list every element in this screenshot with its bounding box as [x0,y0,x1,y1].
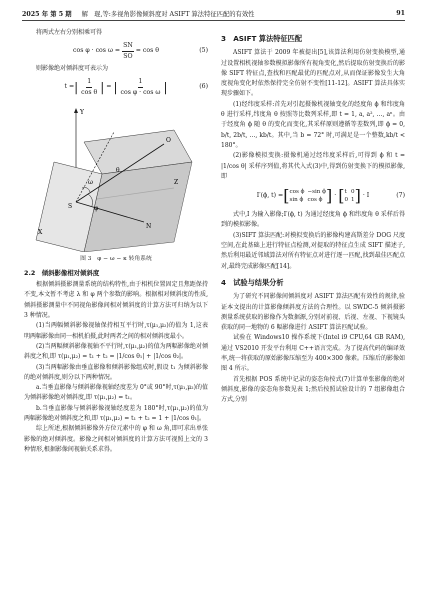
equation-number: (7) [396,192,405,199]
rotation-diagram [24,102,208,252]
angle-omega: ω [88,178,93,186]
section-heading: 2.2 倾斜影像相对倾斜度 [24,268,100,277]
point-s: S [68,202,73,210]
paragraph: 则影像绝对倾斜度可表示为 [36,65,109,73]
paragraph: (2)当两幅倾斜影像视轴不平行时,τ(μ₁,μ₂)的值为两幅影像绝对倾斜度之和,即 τ(μ₁,μ₂) = t₁ + t₂ = |1/cos θ₁| + |1/cos θ₂|。 [24,342,208,361]
right-column [221,28,405,406]
page-header [22,6,405,21]
paragraph: 将两式左右分别相乘可得 [36,29,103,36]
issue-label: 2025 年 第 5 期 [22,10,72,18]
paragraph: a.当垂直影像与倾斜影像视轴经度差为 0°或 90°时,τ(μ₁,μ₂)的值为倾斜影像绝对倾斜度,即 τ(μ₁,μ₂) = t₁。 [24,384,208,402]
equation-number: (6) [199,83,208,91]
equation-5: cos φ · cos ω = $\frac{SN}{SO}$ = cos θ (5) [73,41,208,60]
running-title: 解 琨,等:多视角影像倾斜度对 ASIFT 算法特征匹配的有效性 [81,10,255,18]
page-number: 91 [396,9,405,17]
left-column [24,28,208,455]
paragraph: b.当垂直影像与倾斜影像视轴经度差为 180°时,τ(μ₁,μ₂)的值为两幅影像绝对倾斜度之和,即 τ(μ₁,μ₂) = t₁ + t₂ = 1 + |1/cos θ₁|。 [24,404,208,423]
point-n: N [146,222,152,230]
point-o: O [166,136,171,144]
paragraph: 首先根据 POS 系统中记录的姿态角按式(7)计算单张影像的绝对倾斜度,影像的姿态角参数见表 1;然后按照试验设计的 7 组影像组合方式,分别 [221,375,405,404]
paragraph: 试验在 Windows10 操作系统下(Intel i9 CPU,64 GB RAM),通过 VS2010 开发平台利用 C++语言完成。为了提高代码的编译效率,统一将获取的原始影像压缩至为 400×300 像素。压缩后的影像如图 4 所示。 [221,334,405,373]
axis-label-x: X [38,228,43,236]
axis-label-y: Y [80,108,84,116]
paragraph: (2)影像模拟变换:摄像机通过经纬度采样后,可得到 ϕ 和 t = |1/cos θ| 采样序列值,将其代入式(3)中,得到仿射变换下的模拟影像,即 [221,152,405,180]
paragraph: 综上所述,根据倾斜影像外方位元素中的 φ 和 ω 角,即可求出单张影像的绝对倾斜度。影像之间相对倾斜度的计算方法可视照上文的 3 种情形,根据影像间视轴关系求得。 [24,425,208,453]
paragraph: (1)经纬度采样:首先对引起摄像机视轴变化的经度角 ϕ 和纬度角 θ 进行采样,纬度角 θ 按照等比数列采样,即 t = 1, a, a², …, aⁿ。由于经度角 ϕ 随 θ 的变化而变化,其采样原则遵循等差数列,即 ϕ = 0, b/t, 2b/t, …, kb/t。其中,当 b = 72° 时,可满足是一个整数,kb/t < 180°。 [221,100,405,149]
angle-phi: φ [94,204,99,212]
paragraph: 为了研究不同影像间倾斜度对 ASIFT 算法匹配有效性的规律,验证本文提出的计算影像倾斜度方法的合理性。以 SWDC-5 倾斜摄影测量系统获取的影像作为数据源,分别对前视、后视、左视、下视镜头获取的同一地物的 6 幅影像进行 ASIFT 算法匹配试验。 [221,293,405,332]
tilt-matrix: [ t 0 0 1 ] [338,186,361,206]
paragraph: (1)当两幅倾斜影像视轴保持相互平行时,τ(μ₁,μ₂)的值为 1,这表明两幅影像由同一相机拍摄,此时两者之间的相对倾斜度最小。 [24,322,208,340]
figure-caption: 图 3 φ − ω − κ 转角系统 [80,255,152,262]
equation-7: I′(ϕ, t) = [ cos ϕ −sin ϕ sin ϕ cos ϕ ] · [ t 0 0 1 ] · I (7) [256,186,405,206]
paragraph: (3)SIFT 算法匹配:对模拟变换后的影像构建高斯差分 DOG 尺度空间,在此基础上进行特征点检测,对提取的特征点生成 SIFT 描述子,然后利用最近邻域算法对所有特征点对进行逐一匹配,找到最佳匹配点对,最终完成影像匹配[14]。 [221,231,405,270]
equation-6: t = | $\frac{1}{\text{cos θ}}$ | = | $\frac{1}{\text{cos φ · cos ω}}$ | (6) [64,77,208,97]
section-heading: 3 ASIFT 算法特征匹配 [221,34,303,43]
paragraph: 式中,I 为输入影像;I′(ϕ, t) 为通过经度角 ϕ 和纬度角 θ 采样后得到的模拟影像。 [221,211,405,229]
paragraph: ASIFT 算法于 2009 年被提出[5],该算法利用仿射变换模型,通过设置相机视轴参数模拟影像所有视角变化,然后提取仿射变换后的影像 SIFT 特征点,查找和匹配最优的匹配点对,从而保证影像发生大角度视角变化时依然保持完全仿射不变性[11-12]。ASIFT 算法具体实现步骤如下。 [221,49,405,98]
paragraph: 根据倾斜摄影测量系统的结构特性,由于相机位置固定且焦距保持不变,本文暂不考虑 λ 和 φ 两个参数的影响。根据相对倾斜度的性质,倾斜摄影测量中不同视角影像间相对倾斜度的计算方法可归纳为以下 3 种情况。 [24,281,208,320]
equation-number: (5) [199,47,208,55]
angle-theta: θ [116,166,120,174]
rotation-matrix: [ cos ϕ −sin ϕ sin ϕ cos ϕ ] [283,186,333,206]
rotation-diagram-svg [24,102,208,252]
axis-label-z: Z [174,178,179,186]
section-heading: 4 试验与结果分析 [221,277,284,287]
paragraph: (3)当两幅影像由垂直影像和倾斜影像组成时,假设 t₁ 为倾斜影像的绝对倾斜度,则分以下两种情况。 [24,363,208,381]
